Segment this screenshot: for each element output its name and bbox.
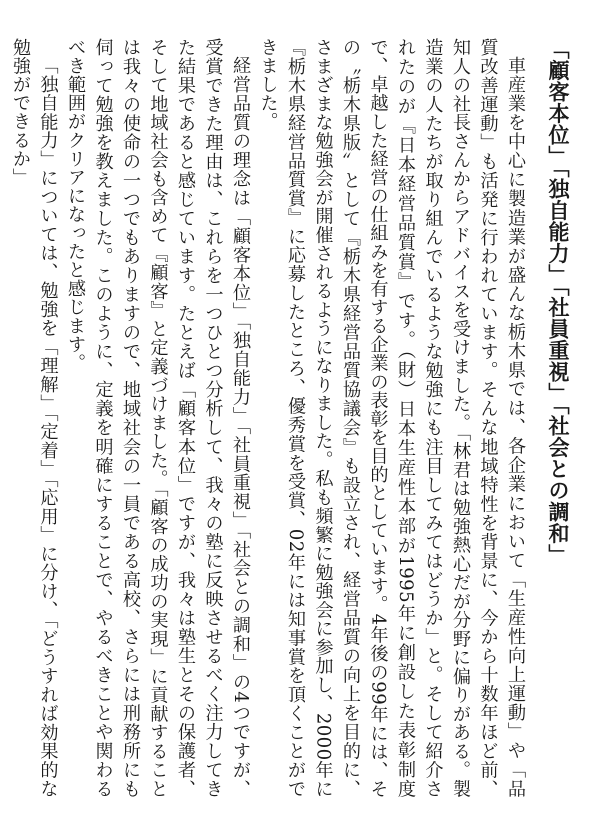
- vertical-text-block: [7, 38, 574, 798]
- section-heading: 「顧客本位」「独自能力」「社員重視」「社会との調和」: [546, 38, 570, 566]
- paragraph-1: 車産業を中心に製造業が盛んな栃木県では、各企業において「生産性向上運動」や「品質改善運動」も活発に行われています。そんな地域特性を背景に、今から十数年ほど前、知人の社長さんからアドバイスを受けました。「林君は勉強熱心だが分野に偏りがある。製造業の人たちが取り組んでいるような勉強にも注目してみてはどうか」と。そして紹介されたのが『日本経営品質賞』です。（財）日本生産性本部が1995年に創設した表彰制度で、卓越した経営の仕組みを有する企業の表彰を目的としています。4年後の99年には、その〝栃木県版〟として『栃木県経営品質協議会』も設立され、経営品質の向上を目的に、さまざまな勉強会が開催されるようになりました。私も頻繁に勉強会に参加し、2000年に『栃木県経営品質賞』に応募したところ、優秀賞を受賞、02年には知事賞を頂くことができました。: [257, 38, 526, 798]
- paragraph-3: 「独自能力」については、勉強を「理解」「定着」「応用」に分け、「どうすれば効果的な勉強ができるか」: [10, 38, 59, 798]
- paragraph-2: 経営品質の理念は「顧客本位」「独自能力」「社員重視」「社会との調和」の4つですが、受賞できた理由は、これらを一つひとつ分析して、我々の塾に反映させるべく注力してきた結果であると感じています。たとえば「顧客本位」ですが、我々は塾生とその保護者、そして地域社会も含めて『顧客』と定義づけました。「顧客の成功の実現」に貢献することは我々の使命の一つでもありますので、地域社会の一員である高校、さらには刑務所にも伺って勉強を教えました。このように、定義を明確にすることで、やるべきことや関わるべき範囲がクリアになったと感じます。: [65, 38, 251, 798]
